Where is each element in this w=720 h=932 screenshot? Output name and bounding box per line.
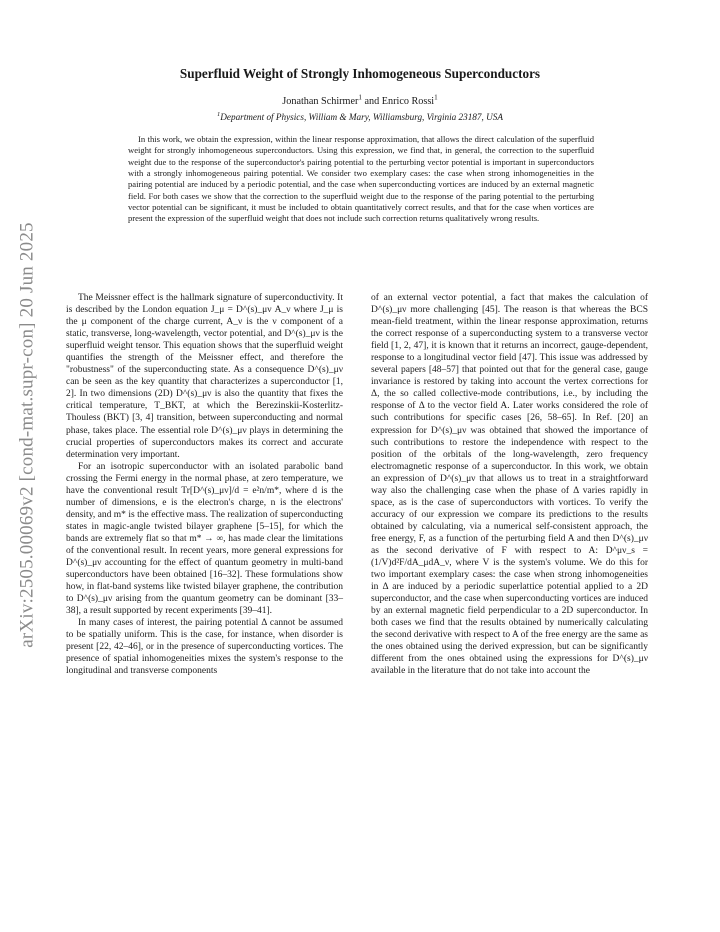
- body-column-left: [66, 292, 343, 678]
- body-column-right: [371, 292, 648, 678]
- author-name: Enrico Rossi: [381, 96, 435, 107]
- paper-title: Superfluid Weight of Strongly Inhomogeneous Superconductors: [179, 66, 541, 81]
- abstract: In this work, we obtain the expression, within the linear response approximation, that allows the direct calculation of the superfluid weight for strongly inhomogeneous superconductors. Using this expression, we find that, in general, the correction to the superfluid weight due to the response of the superconductor's pairing potential to the perturbing vector potential is important in superconductors with a strongly inhomogeneous pairing potential. We consider two exemplary cases: the case when strong inhomogeneities in the pairing potential are induced by a periodic potential, and the case when superconducting vortices are induced by an external magnetic field. For both cases we show that the correction to the superfluid weight due to the response of the paring potential to the perturbing vector potential can be significant, it must be included to obtain quantitatively correct results, and that for the case when vortices are present the expression of the superfluid weight that does not include such correction returns qualitatively wrong results.: [128, 134, 594, 224]
- arxiv-identifier: arXiv:2505.00069v2 [cond-mat.supr-con] 20 Jun 2025: [17, 222, 39, 648]
- affiliation-marker: 1: [358, 93, 362, 102]
- affiliation-marker: 1: [217, 110, 221, 118]
- author-conjunction: and: [364, 96, 380, 107]
- author-line: [70, 93, 650, 107]
- affiliation-text: Department of Physics, William & Mary, Williamsburg, Virginia 23187, USA: [220, 112, 503, 122]
- body-paragraph: The Meissner effect is the hallmark signature of superconductivity. It is described by the London equation J_μ = D^(s)_μν A_ν where J_μ is the μ component of the charge current, A_ν is the ν component of a static, transverse, long-wavelength, vector potential, and D^(s)_μν is the superfluid weight tensor. This equation shows that the superfluid weight quantifies the strength of the Meissner effect, and therefore the "robustness" of the superconducting state. As a consequence D^(s)_μν can be seen as the key quantity that characterizes a superconductor [1, 2]. In two dimensions (2D) D^(s)_μν is also the quantity that fixes the critical temperature, T_BKT, at which the Berezinskii-Kosterlitz-Thouless (BKT) [3, 4] transition, between superconducting and normal phase, takes place. The essential role D^(s)_μν plays in determining the crucial properties of superconductors makes its correct and accurate determination very important.: [66, 293, 343, 460]
- body-paragraph: For an isotropic superconductor with an isolated parabolic band crossing the Fermi energy in the normal phase, at zero temperature, we have the conventional result Tr[D^(s)_μν]/d = e²n/m*, where d is the number of dimensions, e is the electron's charge, n is the electrons' density, and m* is the effective mass. The realization of superconducting states in magic-angle twisted bilayer graphene [5–15], for which the bands are extremely flat so that m* → ∞, has made clear the limitations of the conventional result. In recent years, more general expressions for D^(s)_μν accounting for the effect of quantum geometry in multi-band superconductors have been obtained [16–32]. These formulations show how, in flat-band systems like twisted bilayer graphene, the contribution to D^(s)_μν arising from the quantum geometry can be dominant [33–38], a result supported by recent experiments [39–41].: [66, 461, 343, 617]
- body-paragraph: of an external vector potential, a fact that makes the calculation of D^(s)_μν more challenging [45]. The reason is that whereas the BCS mean-field treatment, within the linear response approximation, returns the correct response of a superconducting system to a transverse vector field [1, 2, 47], it is known that it returns an incorrect, gauge-dependent, response to a longitudinal vector field [47]. This issue was addressed by several papers [48–57] that pointed out that for the general case, gauge invariance is restored by taking into account the vertex corrections for Δ, the so called collective-mode contributions, i.e., by including the response of Δ to the vector field A. Later works considered the role of such contributions for specific cases [26, 58–65]. In Ref. [20] an expression for D^(s)_μν was obtained that showed the importance of such contributions to restore the independence with respect to the position of the orbitals of the long-wavelength, zero frequency electromagnetic response of a superconductor. In this work, we obtain an expression of D^(s)_μν that allows us to treat in a straightforward way also the challenging case when the phase of Δ varies rapidly in space, as is the case of superconductors with vortices. To verify the accuracy of our expression we compare its predictions to the results obtained by calculating, via a numerical self-consistent approach, the free energy, F, as a function of the perturbing field A and then D^(s)_μν as the second derivative of F with respect to A: D^μν_s = (1/V)d²F/dA_μdA_ν, where V is the system's volume. We do this for two important exemplary cases: the case when strong inhomogeneities in Δ are induced by a periodic superlattice potential applied to a 2D superconductor, and the case when superconducting vortices are induced by an external magnetic field perpendicular to a 2D superconductor. In both cases we find that the results obtained by numerically calculating the second derivative with respect to A of the free energy are the same as the ones obtained using the derived expression, but can be significantly different from the ones obtained using the expressions for D^(s)_μν available in the literature that do not take into account the: [371, 293, 648, 677]
- arxiv-identifier-stamp: [2, 200, 54, 670]
- affiliation: [70, 112, 650, 122]
- affiliation-marker: 1: [434, 93, 438, 102]
- body-paragraph: In many cases of interest, the pairing potential Δ cannot be assumed to be spatially uniform. This is the case, for instance, when disorder is present [22, 42–46], or in the presence of superconducting vortices. The presence of spatial inhomogeneities mixes the system's response to the longitudinal and transverse components: [66, 618, 343, 677]
- author-name: Jonathan Schirmer: [282, 96, 359, 107]
